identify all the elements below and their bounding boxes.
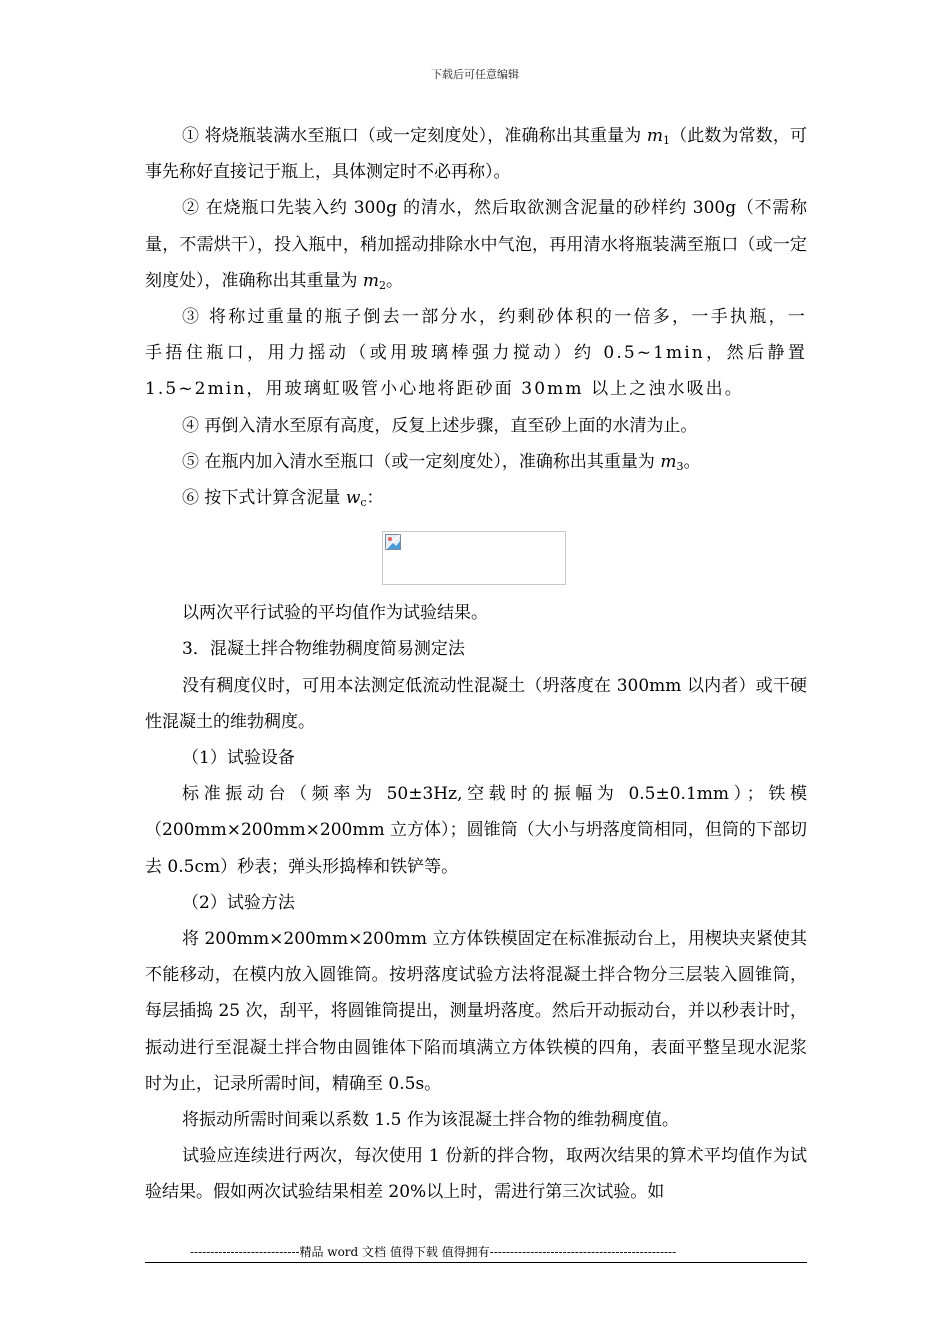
section-3-title: 3．混凝土拌合物维勃稠度简易测定法	[182, 639, 465, 660]
step-marker: ③	[182, 307, 202, 328]
step-5: ⑤ 在瓶内加入清水至瓶口（或一定刻度处），准确称出其重量为 $m_3$。	[182, 451, 701, 473]
step-marker: ⑥	[182, 488, 199, 509]
step-6: ⑥ 按下式计算含泥量 $w_c$：	[182, 488, 384, 510]
subscript: 1	[663, 134, 671, 147]
multiply-paragraph: 将振动所需时间乘以系数 1.5 作为该混凝土拌合物的维勃稠度值。	[182, 1110, 679, 1131]
document-body	[145, 118, 807, 1211]
subscript: 2	[379, 278, 387, 292]
section-3-intro: 没有稠度仪时，可用本法测定低流动性混凝土（坍落度在 300mm 以内者）或干硬性混凝土的维勃稠度。	[145, 675, 807, 732]
page-footer: ---------------------------精品 word 文档 值得下载 值得拥有----------------------------------------------	[190, 1245, 677, 1259]
variable: m	[646, 126, 664, 146]
step-marker: ④	[182, 415, 199, 436]
variable: m	[660, 451, 677, 472]
step-1: ① 将烧瓶装满水至瓶口（或一定刻度处），准确称出其重量为 $m_1$（此数为常数，可事先称好直接记于瓶上，具体测定时不必再称）。	[145, 126, 808, 183]
subscript: 3	[676, 459, 684, 473]
equipment-paragraph: 标准振动台（频率为 50±3Hz,空载时的振幅为 0.5±0.1mm）；铁模（200mm×200mm×200mm 立方体）；圆锥筒（大小与坍落度筒相同，但筒的下部切去 0.5cm）秒表；弹头形捣棒和铁铲等。	[145, 784, 807, 877]
step-marker: ①	[182, 126, 200, 146]
footer-rule	[145, 1262, 807, 1263]
method-paragraph: 将 200mm×200mm×200mm 立方体铁模固定在标准振动台上，用楔块夹紧使其不能移动，在模内放入圆锥筒。按坍落度试验方法将混凝土拌合物分三层装入圆锥筒，每层插捣 25 次，刮平，将圆锥筒提出，测量坍落度。然后开动振动台，并以秒表计时，振动进行至混凝土拌合物由圆锥体下陷而填满立方体铁模的四角，表面平整呈现水泥浆时为止，记录所需时间，精确至 0.5s。	[145, 929, 807, 1094]
repeat-paragraph: 试验应连续进行两次，每次使用 1 份新的拌合物，取两次结果的算术平均值作为试验结果。假如两次试验结果相差 20%以上时，需进行第三次试验。如	[145, 1146, 807, 1203]
equipment-title: （1）试验设备	[182, 748, 295, 769]
variable: w	[345, 488, 361, 509]
step-marker: ⑤	[182, 451, 199, 472]
step-4: ④ 再倒入清水至原有高度，反复上述步骤，直至砂上面的水清为止。	[182, 415, 698, 436]
method-title: （2）试验方法	[182, 892, 295, 913]
step-3: ③ 将称过重量的瓶子倒去一部分水，约剩砂体积的一倍多，一手执瓶，一手捂住瓶口，用力摇动（或用玻璃棒强力搅动）约 0.5~1min，然后静置 1.5~2min，用玻璃虹吸管小心地将距砂面 30mm 以上之浊水吸出。	[145, 307, 807, 400]
page-header: 下载后可任意编辑	[431, 68, 519, 81]
broken-image-icon	[385, 534, 401, 550]
formula-image-placeholder	[382, 531, 566, 585]
step-2: ② 在烧瓶口先装入约 300g 的清水，然后取欲测含泥量的砂样约 300g（不需称量，不需烘干），投入瓶中，稍加摇动排除水中气泡，再用清水将瓶装满至瓶口（或一定刻度处），准确称出其重量为 $m_2$。	[145, 198, 807, 292]
result-paragraph: 以两次平行试验的平均值作为试验结果。	[182, 603, 488, 624]
variable: m	[362, 270, 380, 291]
subscript: c	[360, 496, 367, 510]
step-marker: ②	[182, 198, 200, 219]
